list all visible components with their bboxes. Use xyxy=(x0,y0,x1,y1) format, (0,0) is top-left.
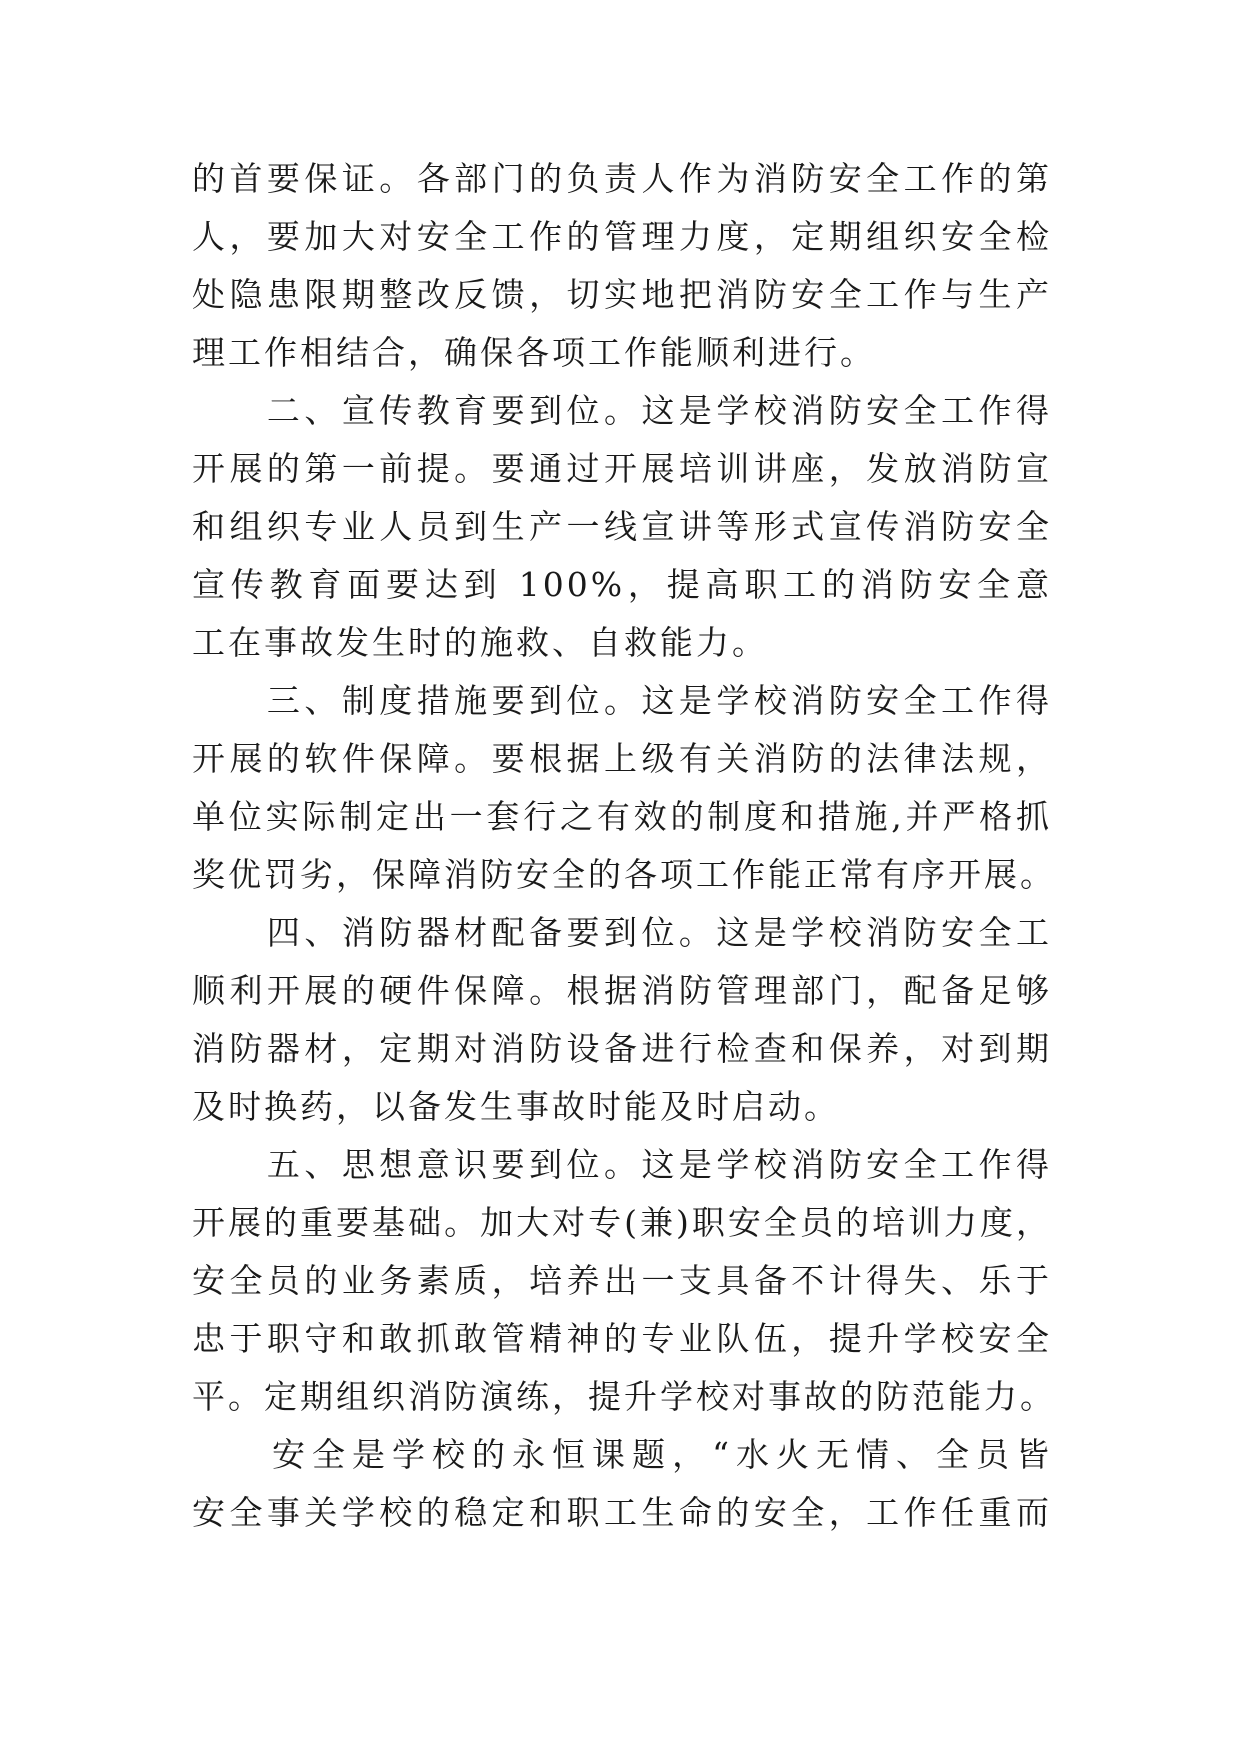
text-line: 开展的重要基础。加大对专(兼)职安全员的培训力度， xyxy=(192,1203,1052,1242)
text-line: 单位实际制定出一套行之有效的制度和措施,并严格抓 xyxy=(192,797,1052,836)
text-line: 奖优罚劣，保障消防安全的各项工作能正常有序开展。 xyxy=(192,855,1056,894)
body-text xyxy=(192,150,1056,1542)
text-line: 二、宣传教育要到位。这是学校消防安全工作得 xyxy=(266,391,1052,430)
text-line: 安全员的业务素质，培养出一支具备不计得失、乐于 xyxy=(192,1261,1052,1300)
text-line: 和组织专业人员到生产一线宣讲等形式宣传消防安全 xyxy=(192,507,1052,546)
text-line: 宣传教育面要达到 100%，提高职工的消防安全意 xyxy=(192,565,1052,604)
text-line: 顺利开展的硬件保障。根据消防管理部门，配备足够 xyxy=(192,971,1052,1010)
text-line: 及时换药，以备发生事故时能及时启动。 xyxy=(192,1087,840,1126)
text-line: 消防器材，定期对消防设备进行检查和保养，对到期 xyxy=(192,1029,1052,1068)
text-line: 开展的第一前提。要通过开展培训讲座，发放消防宣 xyxy=(192,449,1052,488)
text-line: 五、思想意识要到位。这是学校消防安全工作得 xyxy=(266,1145,1052,1184)
text-line: 理工作相结合，确保各项工作能顺利进行。 xyxy=(192,333,876,372)
text-line: 四、消防器材配备要到位。这是学校消防安全工 xyxy=(266,913,1052,952)
text-line: 忠于职守和敢抓敢管精神的专业队伍，提升学校安全 xyxy=(192,1319,1052,1358)
text-line: 人，要加大对安全工作的管理力度，定期组织安全检 xyxy=(192,217,1052,256)
text-line: 开展的软件保障。要根据上级有关消防的法律法规， xyxy=(192,739,1052,778)
text-line: 安全是学校的永恒课题，“水火无情、全员皆 xyxy=(272,1435,1052,1474)
text-line: 平。定期组织消防演练，提升学校对事故的防范能力。 xyxy=(192,1377,1056,1416)
text-line: 处隐患限期整改反馈，切实地把消防安全工作与生产 xyxy=(192,275,1052,314)
text-line: 安全事关学校的稳定和职工生命的安全，工作任重而 xyxy=(192,1493,1052,1532)
text-line: 工在事故发生时的施救、自救能力。 xyxy=(192,623,768,662)
text-line: 的首要保证。各部门的负责人作为消防安全工作的第 xyxy=(192,159,1052,198)
text-line: 三、制度措施要到位。这是学校消防安全工作得 xyxy=(266,681,1052,720)
